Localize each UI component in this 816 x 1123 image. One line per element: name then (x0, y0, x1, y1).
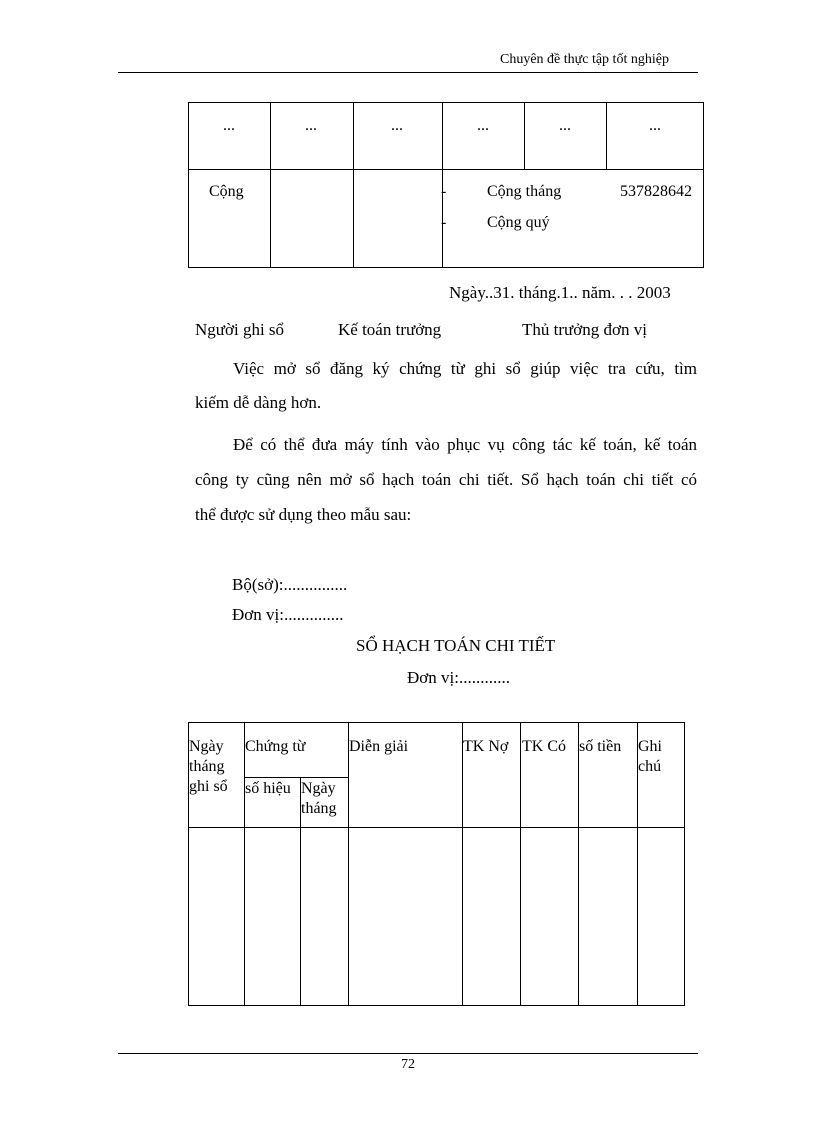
col-divider (353, 103, 354, 267)
paragraph-2-line-2: công ty cũng nên mở sổ hạch toán chi tiết. Sổ hạch toán chi tiết có (195, 470, 697, 489)
paragraph-1-line-1: Việc mở sổ đăng ký chứng từ ghi sổ giúp việc tra cứu, tìm (233, 359, 697, 378)
header-voucher-number: số hiệu (245, 780, 291, 797)
form-unit-field: Đơn vị:.............. (232, 605, 344, 624)
form-subtitle-unit: Đơn vị:............ (407, 668, 510, 687)
quarter-total-label: Cộng quý (487, 214, 550, 231)
header-note: Ghi chú (638, 738, 662, 775)
ellipsis-cell: ... (477, 117, 489, 134)
register-table (188, 102, 704, 268)
col-divider (578, 723, 579, 1005)
subheader-divider (244, 777, 348, 778)
header-amount: số tiền (579, 738, 622, 755)
dash-bullet: - (441, 214, 447, 231)
ellipsis-cell: ... (223, 117, 235, 134)
col-divider (244, 723, 245, 1005)
date-line: Ngày..31. tháng.1.. năm. . . 2003 (449, 283, 671, 302)
row-divider (189, 169, 703, 170)
paragraph-2-line-1: Để có thể đưa máy tính vào phục vụ công tác kế toán, kế toán (233, 435, 697, 454)
signature-recorder: Người ghi sổ (195, 320, 285, 339)
ellipsis-cell: ... (305, 117, 317, 134)
col-divider (348, 723, 349, 1005)
header-debit-account: TK Nợ (463, 738, 509, 755)
ellipsis-cell: ... (391, 117, 403, 134)
ellipsis-cell: ... (559, 117, 571, 134)
col-divider (524, 103, 525, 169)
ledger-table (188, 722, 685, 1006)
header-credit-account: TK Có (522, 738, 566, 755)
header-voucher-date: Ngày tháng (301, 780, 337, 817)
header-bottom-divider (189, 827, 684, 828)
month-total-label: Cộng tháng (487, 183, 562, 200)
header-voucher: Chứng từ (245, 738, 306, 755)
col-divider (606, 103, 607, 169)
paragraph-1-line-2: kiếm dễ dàng hơn. (195, 393, 322, 412)
header-rule (118, 72, 698, 73)
page-number: 72 (401, 1057, 415, 1072)
footer-rule (118, 1053, 698, 1054)
month-total-value: 537828642 (620, 183, 692, 200)
header-description: Diễn giải (349, 738, 409, 755)
col-divider (520, 723, 521, 1005)
total-label: Cộng (209, 183, 244, 200)
paragraph-2-line-3: thể được sử dụng theo mẫu sau: (195, 505, 412, 524)
col-divider (462, 723, 463, 1005)
header-date: Ngày tháng ghi sổ (189, 738, 228, 795)
col-divider (270, 103, 271, 267)
ellipsis-cell: ... (649, 117, 661, 134)
form-title: SỔ HẠCH TOÁN CHI TIẾT (356, 636, 556, 655)
dash-bullet: - (441, 183, 447, 200)
form-ministry-field: Bộ(sở):............... (232, 575, 348, 594)
signature-head-of-unit: Thủ trưởng đơn vị (522, 320, 647, 339)
signature-chief-accountant: Kế toán trưởng (338, 320, 442, 339)
page-header-title: Chuyên đề thực tập tốt nghiệp (500, 52, 669, 67)
